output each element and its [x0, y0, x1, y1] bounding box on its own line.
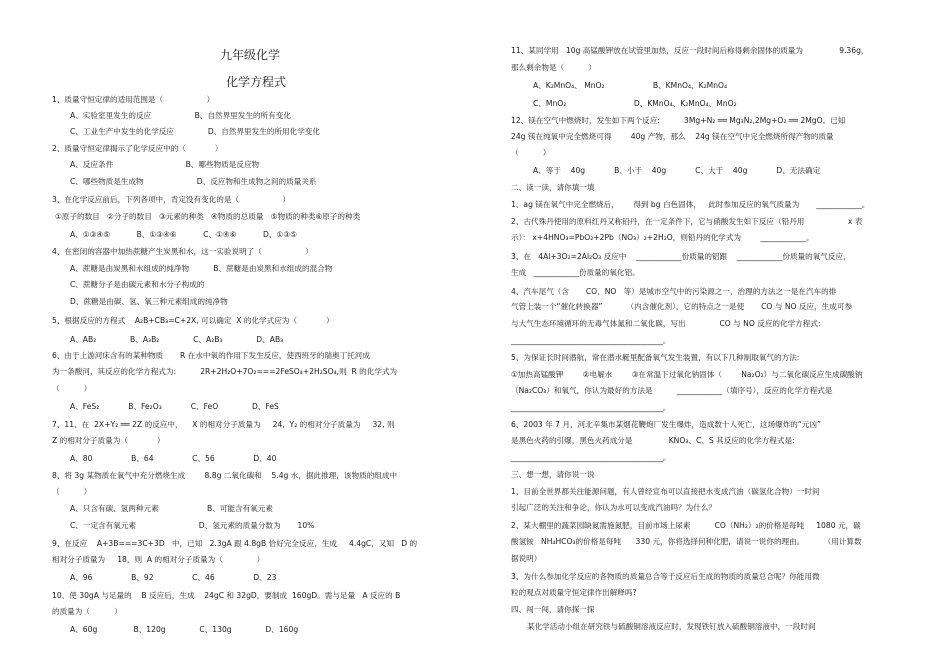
- right-text-line: 1、ag 镁在氧气中完全燃烧后， 得到 bg 白色固体， 此时参加反应的氧气质量为 ____________。: [511, 200, 870, 209]
- left-text-line: 的质量为（ ）: [52, 607, 122, 616]
- right-text-line: C、MnO₂ D、KMnO₄、K₂MnO₄、MnO₂: [533, 99, 737, 108]
- left-text-line: ①原子的数目 ②分子的数目 ③元素的种类 ④物质的总质量 ⑤物质的种类⑥原子的种类: [55, 212, 361, 221]
- right-text-line: 四、闯一闯，请你探一探: [511, 605, 595, 614]
- right-text-line: 据说明）: [511, 554, 542, 563]
- right-text-line: 那么剩余物是（ ）: [511, 63, 596, 72]
- left-text-line: A、①③④⑤ B、①③④⑥ C、①④⑥ D、①③⑤: [70, 230, 297, 239]
- right-text-line: 粒的观点对质量守恒定律作出解释吗?: [511, 588, 637, 597]
- right-text-line: A、等于 40g B、小于 40g C、大于 40g D、无法确定: [533, 166, 821, 175]
- right-text-line: ________________________________________。: [511, 403, 671, 412]
- right-text-line: 3、为什么参加化学反应的各物质的质量总合等于反应后生成的物质的质量总合呢？你能用微: [511, 572, 820, 581]
- right-text-line: 二、读一读，请你填一填: [511, 183, 595, 192]
- left-text-line: 6、由于上游河床含有的某种物质 R 在水中氧的作用下发生反应，使西班牙的瑞奥丁托河成: [52, 351, 370, 360]
- right-text-line: 气管上装一个“催化转换器” （内含催化剂），它的特点之一是使 CO 与 NO 反应，生成可参: [511, 302, 853, 311]
- left-text-line: A、FeS₂ B、Fe₂O₃ C、FeO D、FeS: [70, 402, 279, 411]
- right-text-line: （Na₂CO₃）和氧气，你认为最好的方法是 ____________（填序号），反应的化学方程式是: [511, 386, 833, 395]
- left-text-line: 3、在化学反应前后，下列各项中，肯定没有变化的是（ ）: [52, 195, 291, 204]
- left-text-line: 4、在密闭的容器中加热蔗糖产生炭黑和水，这一实验说明了（ ）: [52, 247, 313, 256]
- right-text-line: 酸氢铵 NH₄HCO₃的价格是每吨 330 元，你将选择何种化肥，请说一说你的理由。 （用计算数: [511, 537, 862, 546]
- left-text-line: C、蔗糖分子是由碳元素和水分子构成的: [70, 280, 205, 289]
- left-text-line: 7、11、在 2X+Y₂ ══ 2Z 的反应中， X 的相对分子质量为 24, Y₂ 的相对分子质量为 32, 则: [52, 420, 395, 429]
- left-text-line: A、反应条件 B、哪些物质是反应物: [70, 160, 260, 169]
- left-text-line: Z 的相对分子质量为（ ）: [52, 436, 165, 445]
- right-text-line: 5、为保证长时间潜航，常在潜水艇里配备氧气发生装置，有以下几种制取氧气的方法:: [511, 353, 800, 362]
- right-text-line: ①加热高锰酸钾 ②电解水 ③在常温下过氧化钠固体（ Na₂O₂）与二氧化碳反应生成碳酸钠: [511, 370, 863, 379]
- left-text-line: 2、质量守恒定律揭示了化学反应中的（ ）: [52, 144, 223, 153]
- left-text-line: 为一条酸河，其反应的化学方程式为: 2R+2H₂O+7O₂===2FeSO₄+2H₂SO₄,则 R 的化学式为: [52, 367, 398, 376]
- left-text-line: A、只含有碳、氢两种元素 B、可能含有氧元素: [70, 504, 273, 513]
- left-text-line: 九年级化学: [220, 48, 281, 62]
- left-text-line: A、AB₂ B、A₃B₂ C、A₂B₃ D、AB₃: [70, 335, 284, 344]
- right-text-line: 引起广泛的关注和争论，你认为水可以变成汽油吗？为什么？: [511, 503, 717, 512]
- left-text-line: 化学方程式: [226, 75, 287, 89]
- left-text-line: 1、质量守恒定律的适用范围是（ ）: [52, 95, 215, 104]
- right-text-line: ________________________________________。: [511, 336, 671, 345]
- left-text-line: C、一定含有氧元素 D、氢元素的质量分数为 10%: [70, 521, 315, 530]
- right-text-line: 24g 镁在纯氧中完全燃烧可得 40g 产物，那么 24g 镁在空气中完全燃烧所得产物的质量: [511, 132, 834, 141]
- right-text-line: 2、某大棚里的蔬菜园缺氮需施氮肥，目前市场上尿素 CO（NH₂）₂的价格是每吨 1080 元，碳: [511, 521, 861, 530]
- left-text-line: 相对分子质量为 18，则 A 的相对分子质量为（ ）: [52, 555, 265, 564]
- left-text-line: 8、将 3g 某物质在氧气中充分燃烧生成 8.8g 二氧化碳和 5.4g 水，据此推理，该物质的组成中: [52, 471, 398, 480]
- left-text-line: 5、根据反应的方程式 A₂B+CB₃=C+2X, 可以确定 X 的化学式应为（ ）: [52, 316, 334, 325]
- right-text-line: 1、目前全世界都关注能源问题，有人曾经宣布可以直接把水变成汽油（碳氢化合物）一时间: [511, 487, 820, 496]
- left-text-line: 10、使 30gA 与足量的 B 反应后，生成 24gC 和 32gD，要制成 160gD。需与足量 A 反应的 B: [52, 591, 401, 600]
- right-text-line: ________________________________________。: [511, 453, 671, 462]
- left-text-line: A、80 B、64 C、56 D、40: [70, 454, 277, 463]
- left-text-line: （ ）: [52, 384, 92, 393]
- left-text-line: A、60g B、120g C、130g D、160g: [70, 625, 299, 634]
- right-text-line: 某化学活动小组在研究铁与硫酸铜溶液反应时，发现铁钉放入硫酸铜溶液中，一段时间: [527, 622, 816, 631]
- right-text-line: 12、镁在空气中燃烧时，发生如下两个反应: 3Mg+N₂ ══ Mg₃N₂,2Mg+O₂ ══ 2MgO。已知: [511, 116, 846, 125]
- right-text-line: A、K₂MnO₄、 MnO₂ B、KMnO₄、K₂MnO₄: [533, 81, 728, 90]
- right-text-line: 生成 ____________份质量的氧化铝。: [511, 268, 640, 277]
- right-text-line: 与大气生态环境循环的无毒气体氮和二氧化碳，写出 CO 与 NO 反应的化学方程式:: [511, 319, 821, 328]
- left-text-line: C、工业生产中发生的化学反应 D、自然界里发生的所用化学变化: [70, 127, 320, 136]
- right-text-line: 2、古代殊丹使用的原料红丹又称铅丹，在一定条件下，它与硝酸发生如下反应（铅丹用 x 表: [511, 217, 863, 226]
- left-text-line: D、蔗糖是由碳、氢、氧三种元素组成的纯净物: [70, 297, 228, 306]
- left-text-line: （ ）: [52, 487, 92, 496]
- right-text-line: 是黑色火药的引爆，黑色火药成分是 KNO₃、C、S 其反应的化学方程式是:: [511, 436, 795, 445]
- left-text-line: A、蔗糖是由炭黑和水组成的纯净物 B、蔗糖是由炭黑和水组成的混合物: [70, 264, 333, 273]
- left-text-line: A、实验室里发生的反应 B、自然界里发生的所有变化: [70, 111, 291, 120]
- right-text-line: 4、汽车尾气（含 CO、NO 等）是城市空气中的污染源之一，治理的方法之一是在汽车的排: [511, 287, 837, 296]
- right-text-line: 11、某同学用 10g 高锰酸钾放在试管里加热，反应一段时间后称得剩余固体的质量为 9.36g，: [511, 46, 869, 55]
- right-text-line: 3、在 4Al+3O₂=2Al₂O₃ 反应中 ____________份质量的铝跟 ____________份质量的氧气反应，: [511, 252, 851, 261]
- right-text-line: （ ）: [511, 148, 551, 157]
- left-text-line: A、96 B、92 C、46 D、23: [70, 573, 277, 582]
- right-text-line: 示）： x+4HNO₃=PbO₂+2Pb（NO₃）₂+2H₂O，则铅丹的化学式为 ____________。: [511, 233, 814, 242]
- left-text-line: 9、在反应 A+3B===3C+3D 中，已知 2.3gA 跟 4.8gB 恰好完全反应，生成 4.4gC，又知 D 的: [52, 539, 418, 548]
- left-text-line: C、哪些物质是生成物 D、反应物和生成物之间的质量关系: [70, 177, 317, 186]
- right-text-line: 6、2003 年 7 月，河北辛集市某烟花鞭炮厂发生爆炸，造成数十人死亡，这场爆炸的“元凶”: [511, 420, 821, 429]
- right-text-line: 三、想一想，请你说一说: [511, 470, 595, 479]
